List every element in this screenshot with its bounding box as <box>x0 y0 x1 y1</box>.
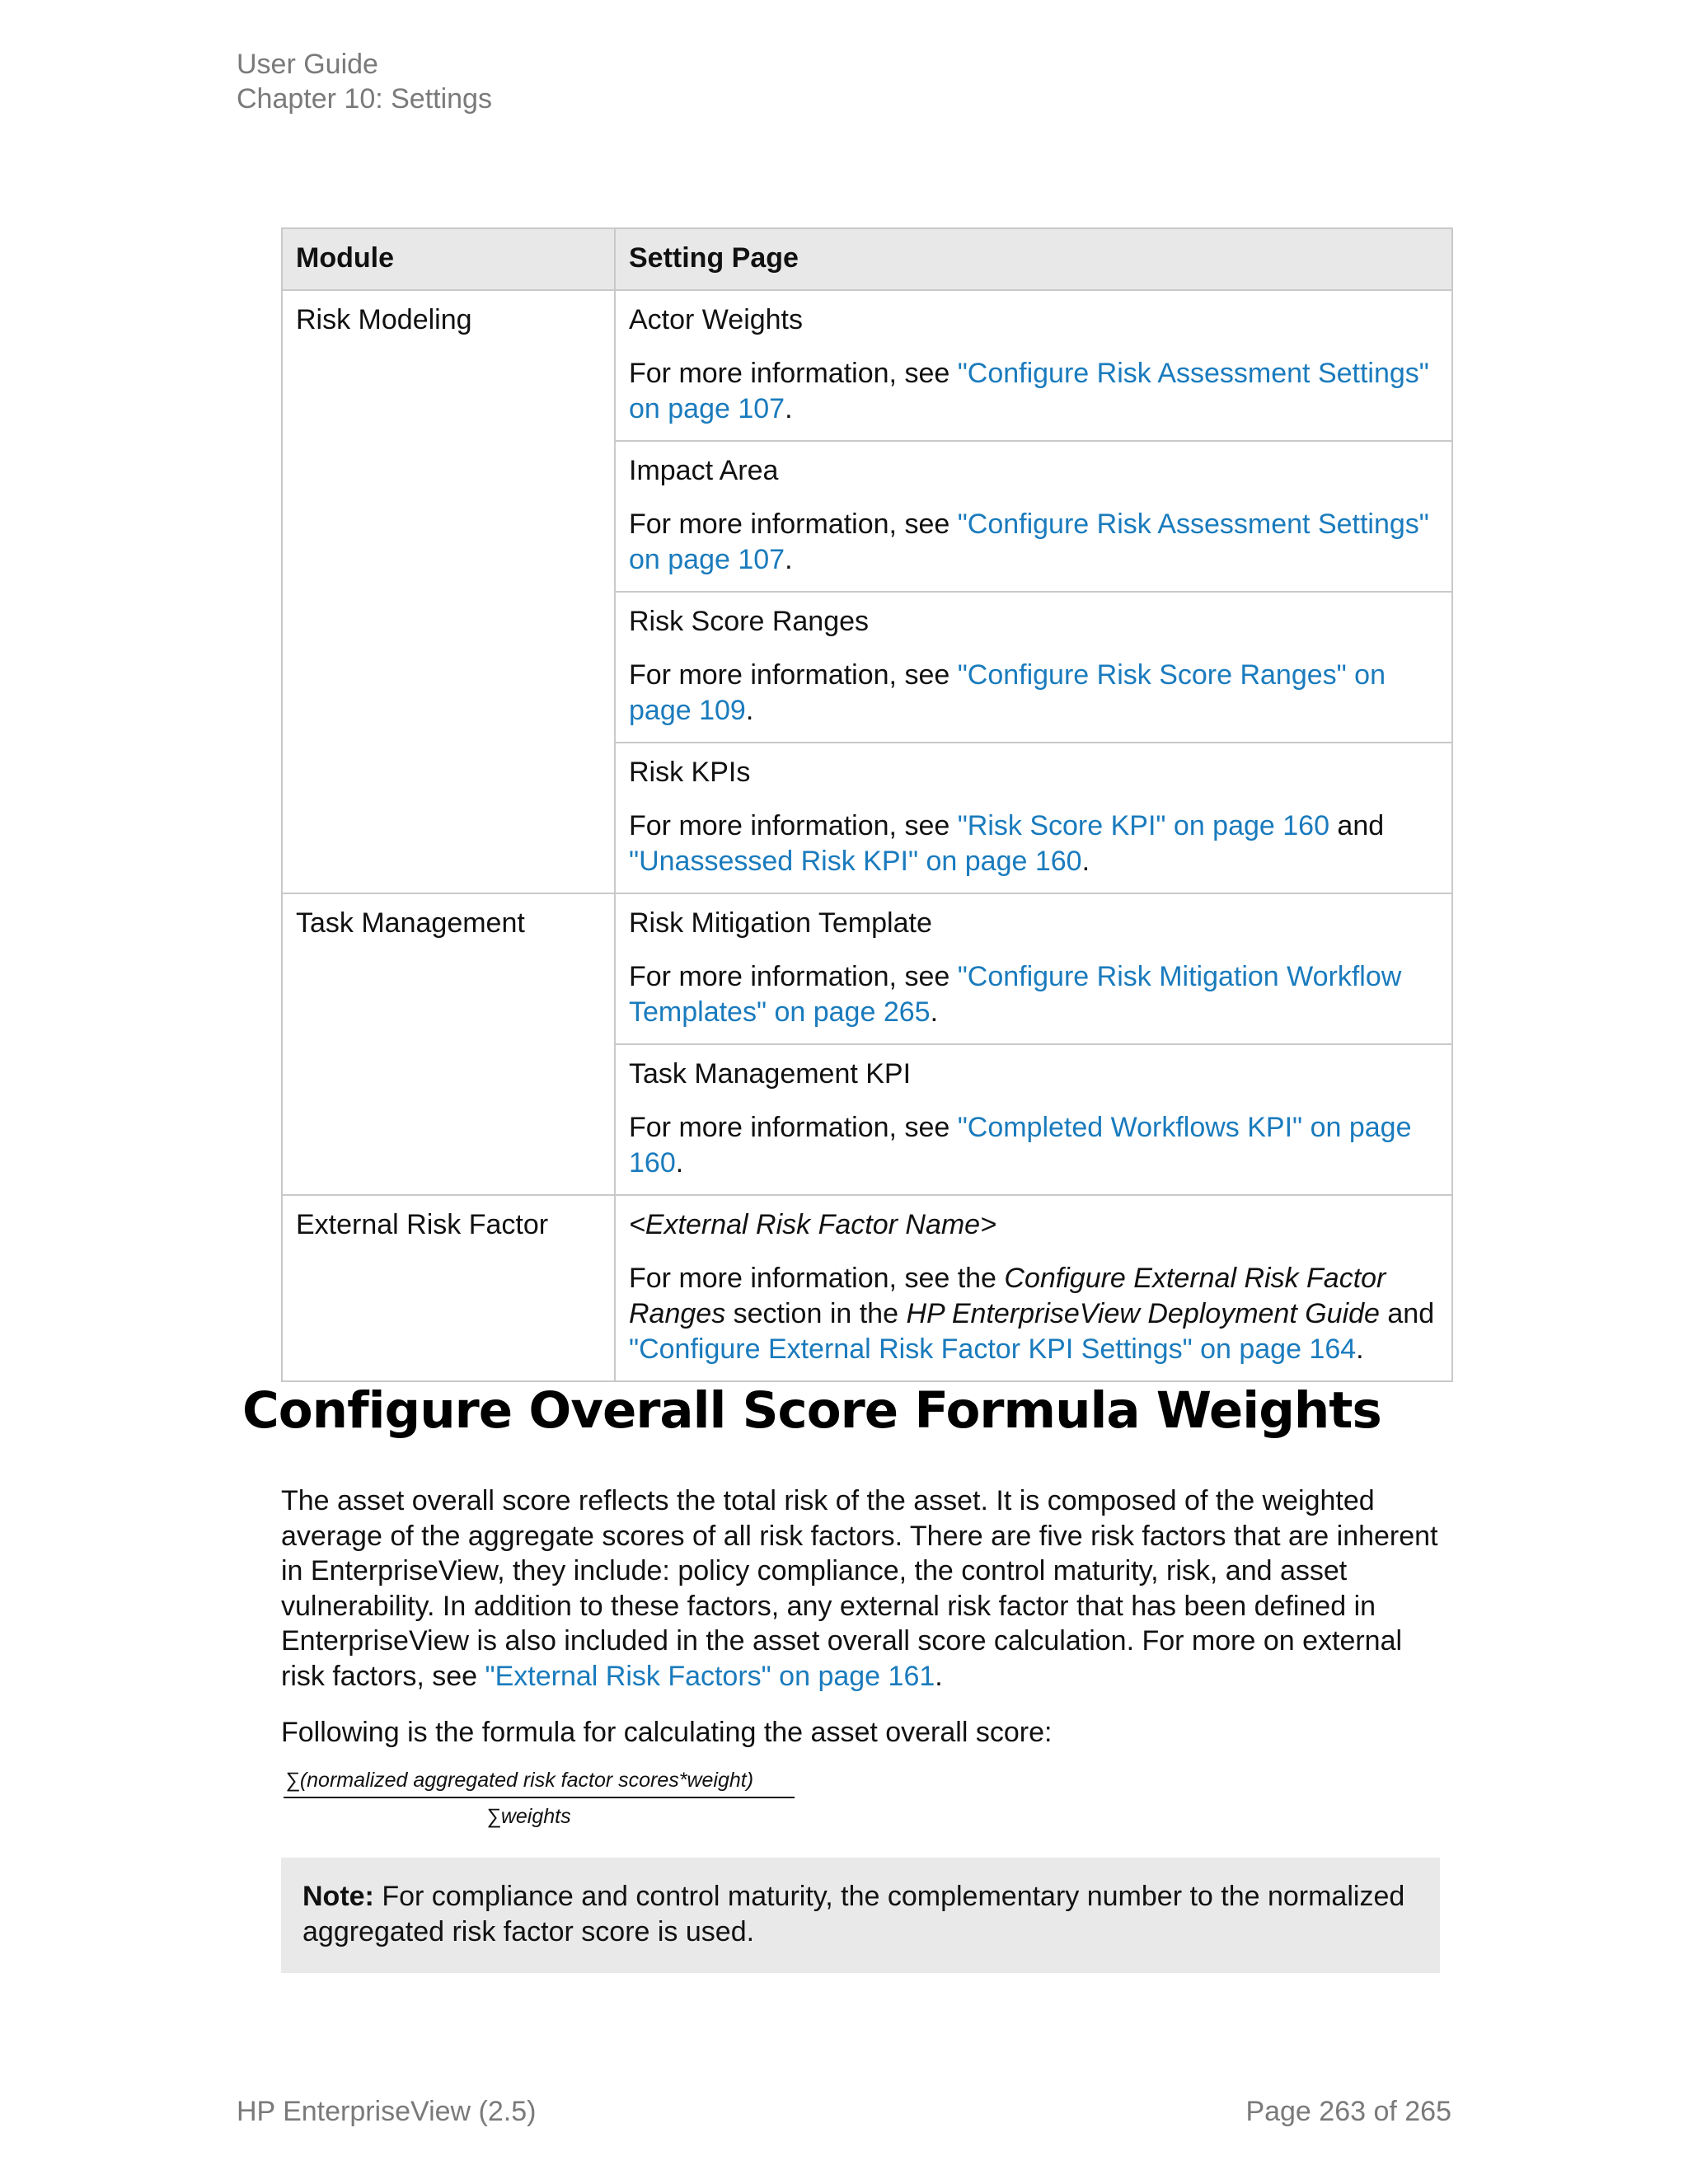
setting-info: For more information, see "Configure Risk Assessment Settings" on page 107. <box>629 358 1429 424</box>
setting-cell <box>615 592 1452 743</box>
footer-page-number: Page 263 of 265 <box>1245 2096 1451 2127</box>
running-header-title: User Guide <box>237 49 378 80</box>
table-row <box>282 290 1452 441</box>
column-header-module: Module <box>282 228 615 290</box>
setting-cell <box>615 1195 1452 1381</box>
section-title: Configure Overall Score Formula Weights <box>242 1381 1381 1440</box>
link-configure-risk-assessment-settings[interactable]: "Configure Risk Assessment Settings" on page 107 <box>629 509 1429 575</box>
setting-cell <box>615 743 1452 893</box>
setting-info: For more information, see "Configure Risk Score Ranges" on page 109. <box>629 659 1386 726</box>
setting-name: <External Risk Factor Name> <box>629 1209 996 1240</box>
setting-name: Impact Area <box>629 455 779 486</box>
setting-name: Risk KPIs <box>629 757 751 788</box>
setting-info: For more information, see "Completed Workflows KPI" on page 160. <box>629 1112 1412 1179</box>
overall-score-formula <box>284 1767 795 1830</box>
formula-denominator: ∑weights <box>486 1805 571 1828</box>
column-header-setting-page: Setting Page <box>615 228 1452 290</box>
setting-cell <box>615 441 1452 592</box>
footer-product: HP EnterpriseView (2.5) <box>237 2096 537 2127</box>
link-configure-risk-assessment-settings[interactable]: "Configure Risk Assessment Settings" on page 107 <box>629 358 1429 424</box>
table-row <box>282 893 1452 1044</box>
running-header-chapter: Chapter 10: Settings <box>237 83 492 115</box>
setting-info: For more information, see "Configure Risk Mitigation Workflow Templates" on page 265. <box>629 961 1402 1028</box>
setting-cell <box>615 893 1452 1044</box>
setting-info: For more information, see "Risk Score KPI" on page 160 and "Unassessed Risk KPI" on page 160. <box>629 810 1385 877</box>
setting-name: Risk Mitigation Template <box>629 907 932 939</box>
fraction-bar <box>284 1797 795 1798</box>
note-text: Note: For compliance and control maturity, the complementary number to the normalized aggregated risk factor score is used. <box>302 1881 1405 1947</box>
setting-cell <box>615 290 1452 441</box>
setting-info: For more information, see "Configure Risk Assessment Settings" on page 107. <box>629 509 1429 575</box>
module-cell-external-risk-factor: External Risk Factor <box>282 1195 615 1381</box>
setting-info: For more information, see the Configure External Risk Factor Ranges section in the HP EnterpriseView Deployment Guide and "Configure External Risk Factor KPI Settings" on page 164. <box>629 1263 1435 1365</box>
settings-table <box>281 227 1453 1382</box>
note-box <box>281 1858 1440 1973</box>
note-label: Note: <box>302 1881 374 1912</box>
setting-cell <box>615 1044 1452 1195</box>
formula-numerator: ∑(normalized aggregated risk factor scores*weight) <box>285 1769 754 1792</box>
link-configure-external-risk-factor-kpi-settings[interactable]: "Configure External Risk Factor KPI Settings" on page 164 <box>629 1333 1357 1365</box>
setting-name: Task Management KPI <box>629 1058 912 1090</box>
body-paragraph: The asset overall score reflects the total risk of the asset. It is composed of the weighted average of the aggregate scores of all risk factors. There are five risk factors that are inherent in EnterpriseView, they include: policy compliance, the control maturity, risk, and asset vulnerability. In addition to these factors, any external risk factor that has been defined in EnterpriseView is also included in the asset overall score calculation. For more on external risk factors, see "External Risk Factors" on page 161. <box>281 1485 1438 1692</box>
formula-intro: Following is the formula for calculating the asset overall score: <box>281 1717 1053 1748</box>
link-risk-score-kpi[interactable]: "Risk Score KPI" on page 160 <box>957 810 1329 841</box>
module-cell-risk-modeling: Risk Modeling <box>282 290 615 893</box>
link-external-risk-factors[interactable]: "External Risk Factors" on page 161 <box>485 1660 935 1692</box>
link-configure-risk-score-ranges[interactable]: "Configure Risk Score Ranges" on page 109 <box>629 659 1386 726</box>
link-configure-risk-mitigation-workflow-templates[interactable]: "Configure Risk Mitigation Workflow Templates" on page 265 <box>629 961 1402 1028</box>
setting-name: Risk Score Ranges <box>629 606 870 637</box>
table-row <box>282 1195 1452 1381</box>
link-completed-workflows-kpi[interactable]: "Completed Workflows KPI" on page 160 <box>629 1112 1412 1179</box>
link-unassessed-risk-kpi[interactable]: "Unassessed Risk KPI" on page 160 <box>629 846 1082 877</box>
setting-name: Actor Weights <box>629 304 804 335</box>
table-header-row <box>282 228 1452 290</box>
module-cell-task-management: Task Management <box>282 893 615 1195</box>
